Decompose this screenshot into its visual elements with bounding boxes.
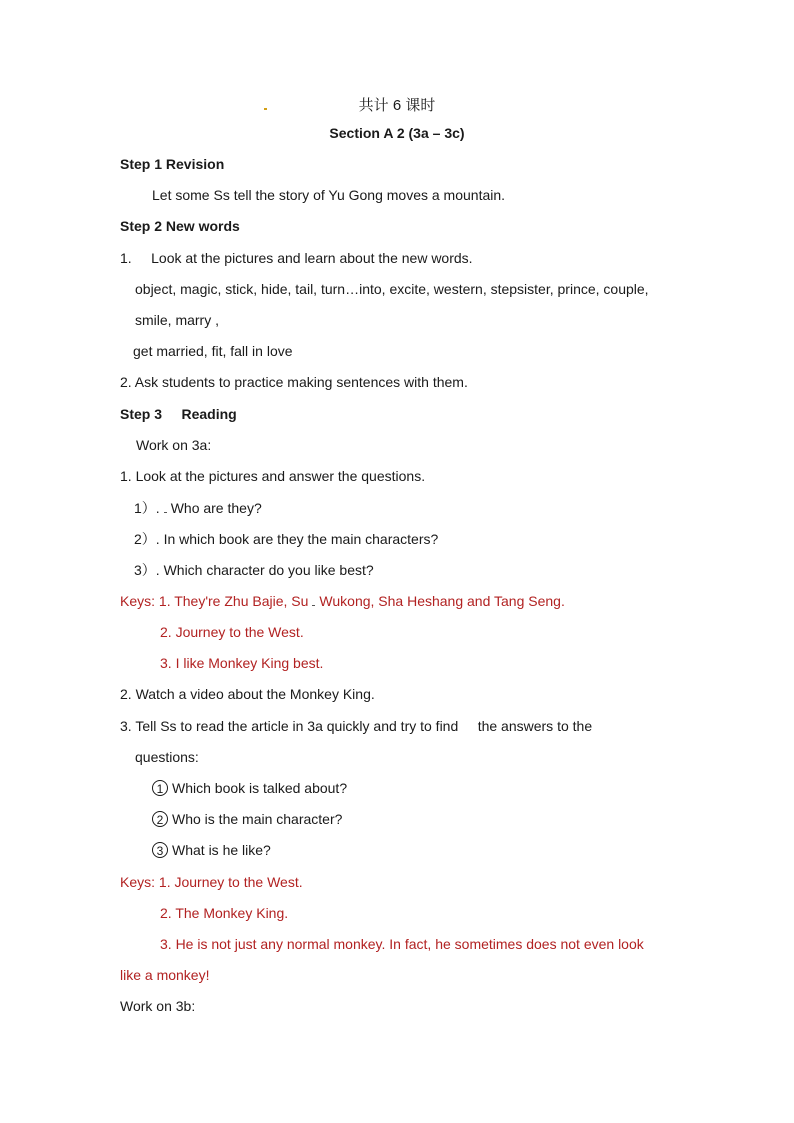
sub-question-text: Who is the main character? [172,811,343,827]
keys-1-line2: 2. Journey to the West. [160,624,304,640]
keys-1-line1 [120,592,565,610]
sub-question [152,779,347,797]
step1-title: Step 1 Revision [120,156,225,172]
new-words-line2: smile, marry , [135,312,219,328]
question-1-text: Who are they? [170,500,262,516]
step1-text: Let some Ss tell the story of Yu Gong moves a mountain. [152,187,506,203]
sub-question [152,810,342,828]
step3-title: Step 3 Reading [120,406,237,422]
new-words-line3: get married, fit, fall in love [133,343,293,359]
keys-2-line1: Keys: 1. Journey to the West. [120,874,303,890]
question-3: 3）. Which character do you like best? [134,562,374,578]
work-on-3b: Work on 3b: [120,998,196,1014]
keys-2-line2: 2. The Monkey King. [160,905,289,921]
step3-item3-line1: 3. Tell Ss to read the article in 3a quickly and try to find the answers to the [120,718,593,734]
question-1-number: 1）. [134,500,160,516]
decorative-mark [312,605,315,606]
lesson-count: 共计 6 课时 [358,97,436,114]
work-on-3a: Work on 3a: [136,437,212,453]
section-title: Section A 2 (3a – 3c) [329,125,465,141]
step2-item1: 1. Look at the pictures and learn about the new words. [120,250,473,266]
keys-2-line4: like a monkey! [120,967,210,983]
circled-number: 2 [152,811,168,827]
step2-title: Step 2 New words [120,218,240,234]
question-2: 2）. In which book are they the main characters? [134,531,439,547]
step2-item2: 2. Ask students to practice making sentences with them. [120,374,468,390]
decorative-mark [164,512,167,513]
question-1 [134,499,262,517]
sub-question-text: What is he like? [172,842,271,858]
keys-1-part-b: Wukong, Sha Heshang and Tang Seng. [319,593,565,609]
step3-item1: 1. Look at the pictures and answer the questions. [120,468,426,484]
new-words-line1: object, magic, stick, hide, tail, turn…into, excite, western, stepsister, prince, couple, [135,281,649,297]
sub-question [152,841,271,859]
step3-item2: 2. Watch a video about the Monkey King. [120,686,375,702]
circled-number: 1 [152,780,168,796]
keys-2-line3: 3. He is not just any normal monkey. In fact, he sometimes does not even look [160,936,644,952]
sub-question-text: Which book is talked about? [172,780,348,796]
keys-1-part-a: Keys: 1. They're Zhu Bajie, Su [120,593,309,609]
step3-item3-line2: questions: [135,749,199,765]
keys-1-line3: 3. I like Monkey King best. [160,655,324,671]
circled-number: 3 [152,842,168,858]
